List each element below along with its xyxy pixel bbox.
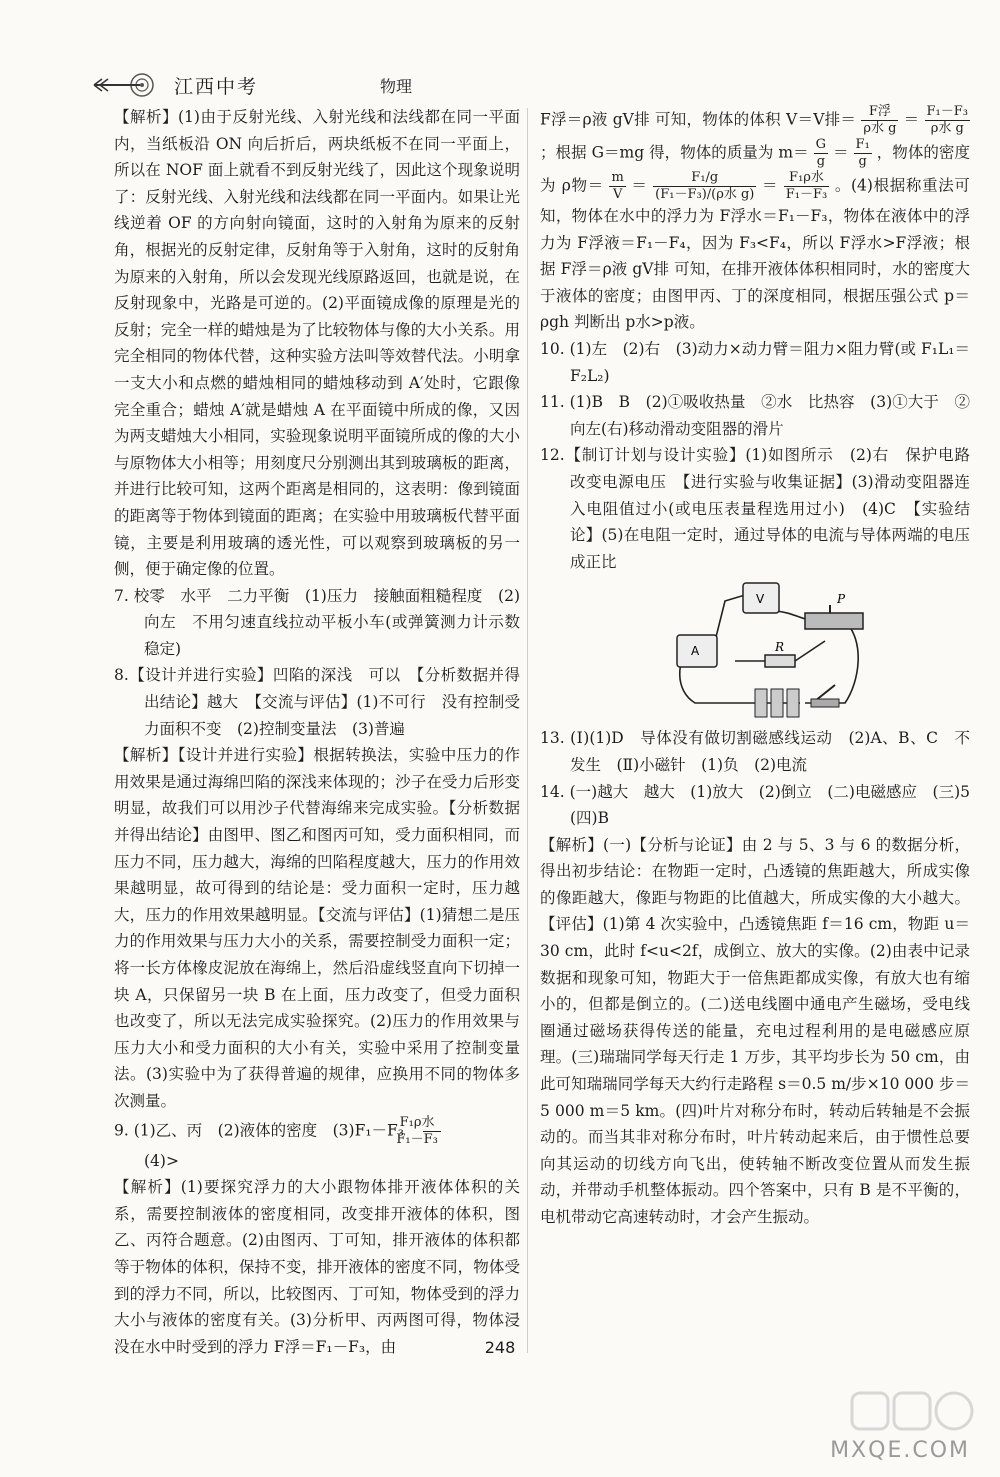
fraction-4-den: g	[858, 154, 867, 169]
fraction-2-den: ρ水 g	[930, 121, 964, 136]
fraction-7	[784, 170, 829, 203]
q9-answer	[114, 1115, 520, 1148]
slider-label: P	[837, 592, 846, 607]
battery-3	[787, 689, 799, 717]
q9-answer-text: 9. (1)乙、丙 (2)液体的密度 (3)F₁－F₃	[114, 1121, 405, 1140]
q13-answer: 13. (Ⅰ)(1)D 导体没有做切割磁感线运动 (2)A、B、C 不发生 (Ⅱ)小磁针 (1)负 (2)电流	[540, 729, 970, 774]
fraction-7-den: F₁－F₃	[785, 187, 828, 202]
fraction-5-den: V	[612, 187, 623, 202]
q14-analysis: 【解析】(一)【分析与论证】由 2 与 5、3 与 6 的数据分析，得出初步结论：在物距一定时，凸透镜的焦距越大，所成实像的像距越大，像距与物距的比值越大，所成实像的大小越大。【评估】(1)第 4 次实验中，凸透镜焦距 f＝16 cm，物距 u＝30 cm，此时 f<u<2f，成倒立、放大的实像。(2)由表中记录数据和现象可知，物距大于一倍焦距都成实像，有放大也有缩小的，但都是倒立的。(二)送电线圈中通电产生磁场，受电线圈通过磁场获得传送的能量，充电过程利用的是电磁感应原理。(三)瑞瑞同学每天行走 1 万步，其平均步长为 50 cm，由此可知瑞瑞同学每天大约行走路程 s＝0.5 m/步×10 000 步＝5 000 m＝5 km。(四)叶片对称分布时，转动后转轴是不会振动的。而当其非对称分布时，叶片转动起来后，由于惯性总要向其运动的切线方向飞出，使转轴不断改变位置从而发生振动，并带动手机整体振动。四个答案中，只有 B 是不平衡的，电机带动它高速转动时，才会产生振动。	[540, 835, 970, 1226]
q12-answer: 12.【制订计划与设计实验】(1)如图所示 (2)右 保护电路 改变电源电压 【进行实验与收集证据】(3)滑动变阻器连入电阻值过小(或电压表量程选用过小) (4)C 【实验结论】(5)在电阻一定时，通过导体的电流与导体两端的电压成正比	[540, 446, 986, 571]
resistor-label: R	[775, 640, 785, 655]
q9-text-h: 。(4)根据称重法可知，物体在水中的浮力为 F浮水＝F₁－F₃，物体在液体中的浮力为 F浮液＝F₁－F₄，因为 F₃<F₄，所以 F浮水>F浮液；根据 F浮＝ρ液 gV排 可知，在排开液体体积相同时，水的密度大于液体的密度；由图甲丙、丁的深度相同，根据压强公式 p＝ρgh 判断出 p水>p液。	[540, 176, 970, 332]
q9-text-b: ＝	[903, 110, 920, 129]
header-subject: 物理	[380, 77, 413, 96]
wire-ammeter-voltmeter	[715, 595, 745, 641]
fraction-3-den: g	[816, 154, 826, 169]
q9-text-f: ＝	[631, 176, 648, 195]
column-divider	[527, 108, 528, 1353]
q6-analysis: 【解析】(1)由于反射光线、入射光线和法线都在同一平面内，当纸板沿 ON 向后折后，两块纸板不在同一平面上，所以在 NOF 面上就看不到反射光线了，因此这个现象说明了：反射光线、入射光线和法线都在同一平面内。如果让光线逆着 OF 的方向射向镜面，这时的入射角为原来的反射角，根据光的反射定律，反射角等于入射角，这时的反射角为原来的入射角，所以会发现光线原路返回，也就是说，在反射现象中，光路是可逆的。(2)平面镜成像的原理是光的反射；完全一样的蜡烛是为了比较物体与像的大小关系。用完全相同的物体代替，这种实验方法叫等效替代法。小明拿一支大小和点燃的蜡烛相同的蜡烛移动到 A′处时，它跟像完全重合；蜡烛 A′就是蜡烛 A 在平面镜中所成的像，又因为两支蜡烛大小相同，实验现象说明平面镜所成的像的大小与原物体大小相等；用刻度尺分别测出其到玻璃板的距离，并进行比较可知，这两个距离是相同的，这表明：像到镜面的距离等于物体到镜面的距离；在实验中用玻璃板代替平面镜，主要是利用玻璃的透光性，可以观察到玻璃板的另一侧，便于确定像的位置。	[114, 108, 520, 579]
q9-fraction-num: F₁ρ水	[423, 1115, 441, 1132]
fraction-1-num: F浮	[861, 104, 898, 121]
q9-fraction-den: F₁－F₃	[396, 1131, 438, 1147]
ammeter-label: A	[691, 644, 700, 659]
watermark-text: MXQE.COM	[830, 1438, 970, 1463]
fraction-4	[854, 137, 872, 170]
resistor-body	[765, 655, 795, 667]
wire-switch-rheostat	[805, 621, 858, 703]
q7-answer: 7. 校零 水平 二力平衡 (1)压力 接触面粗糙程度 (2)向左 不用匀速直线拉动平板小车(或弹簧测力计示数稳定)	[114, 586, 520, 658]
arrow-target-logo-icon	[90, 70, 160, 100]
fraction-4-num: F₁	[855, 137, 870, 152]
fraction-6-den: (F₁－F₃)/(ρ水 g)	[655, 187, 755, 202]
fraction-5	[609, 170, 625, 203]
fraction-5-num: m	[611, 170, 624, 185]
fraction-3	[814, 137, 828, 170]
right-column	[540, 104, 986, 1231]
rheostat-body	[805, 613, 863, 629]
q9-text-g: ＝	[761, 176, 779, 195]
q9-text-a: F浮＝ρ液 gV排 可知，物体的体积 V＝V排＝	[540, 110, 857, 129]
page-number: 248	[484, 1338, 516, 1357]
q10-answer: 10. (1)左 (2)右 (3)动力×动力臂＝阻力×阻力臂(或 F₁L₁＝F₂L₂)	[540, 339, 970, 385]
fraction-2-num: F₁－F₃	[926, 104, 968, 119]
header-title: 江西中考	[174, 76, 259, 98]
fraction-6	[653, 170, 756, 203]
q9-analysis-cont	[540, 104, 970, 336]
fraction-3-num: G	[815, 137, 827, 152]
fraction-7-num: F₁ρ水	[784, 170, 829, 187]
q9-text-d: ＝	[833, 143, 849, 162]
left-column	[114, 104, 520, 1360]
page-header	[90, 66, 510, 106]
fraction-6-num: F₁/g	[653, 170, 756, 187]
battery-2	[771, 689, 783, 717]
q9-answer-4: (4)>	[144, 1151, 179, 1170]
fraction-2	[925, 104, 970, 137]
q8-analysis: 【解析】【设计并进行实验】根据转换法，实验中压力的作用效果是通过海绵凹陷的深浅来体现的；沙子在受力后形变明显，故我们可以用沙子代替海绵来完成实验。【分析数据并得出结论】由图甲、图乙和图丙可知，受力面积相同，而压力不同，压力越大，海绵的凹陷程度越大，压力的作用效果越明显，故可得到的结论是：受力面积一定时，压力越大，压力的作用效果越明显。【交流与评估】(1)猜想二是压力的作用效果与压力大小的关系，需要控制受力面积一定；将一长方体橡皮泥放在海绵上，然后沿虚线竖直向下切掉一块 A，只保留另一块 B 在上面，压力改变了，但受力面积也改变了，所以无法完成实验探究。(2)压力的作用效果与压力大小和受力面积的大小有关，实验中采用了控制变量法。(3)实验中为了获得普遍的规律，应换用不同的物体多次测量。	[114, 746, 520, 1110]
q8-answer: 8.【设计并进行实验】凹陷的深浅 可以 【分析数据并得出结论】越大 【交流与评估】(1)不可行 没有控制受力面积不变 (2)控制变量法 (3)普遍	[114, 666, 520, 738]
circuit-diagram	[655, 581, 875, 721]
fraction-1-den: ρ水 g	[863, 121, 897, 136]
switch-base	[811, 699, 839, 707]
q9-text-c: ；根据 G＝mg 得，物体的质量为 m＝	[540, 143, 809, 162]
fraction-1	[861, 104, 898, 137]
q9-text-e: ，物体的密度为 ρ物＝	[540, 143, 970, 195]
voltmeter-label: V	[756, 592, 765, 607]
q14-answer: 14. (一)越大 越大 (1)放大 (2)倒立 (二)电磁感应 (三)5 (四)B	[540, 782, 986, 828]
q9-fraction	[396, 1114, 441, 1148]
battery-1	[755, 689, 767, 717]
q11-answer: 11. (1)B B (2)①吸收热量 ②水 比热容 (3)①大于 ②向左(右)移动滑动变阻器的滑片	[540, 393, 970, 438]
q9-analysis: 【解析】(1)要探究浮力的大小跟物体排开液体体积的关系，需要控制液体的密度相同，改变排开液体的体积，图乙、丙符合题意。(2)由图丙、丁可知，排开液体的体积都等于物体的体积，保持不变，排开液体的密度不同，物体受到的浮力不同，所以，比较图丙、丁可知，物体受到的浮力大小与液体的密度有关。(3)分析甲、丙两图可得，物体浸没在水中时受到的浮力 F浮＝F₁－F₃，由	[114, 1178, 520, 1356]
